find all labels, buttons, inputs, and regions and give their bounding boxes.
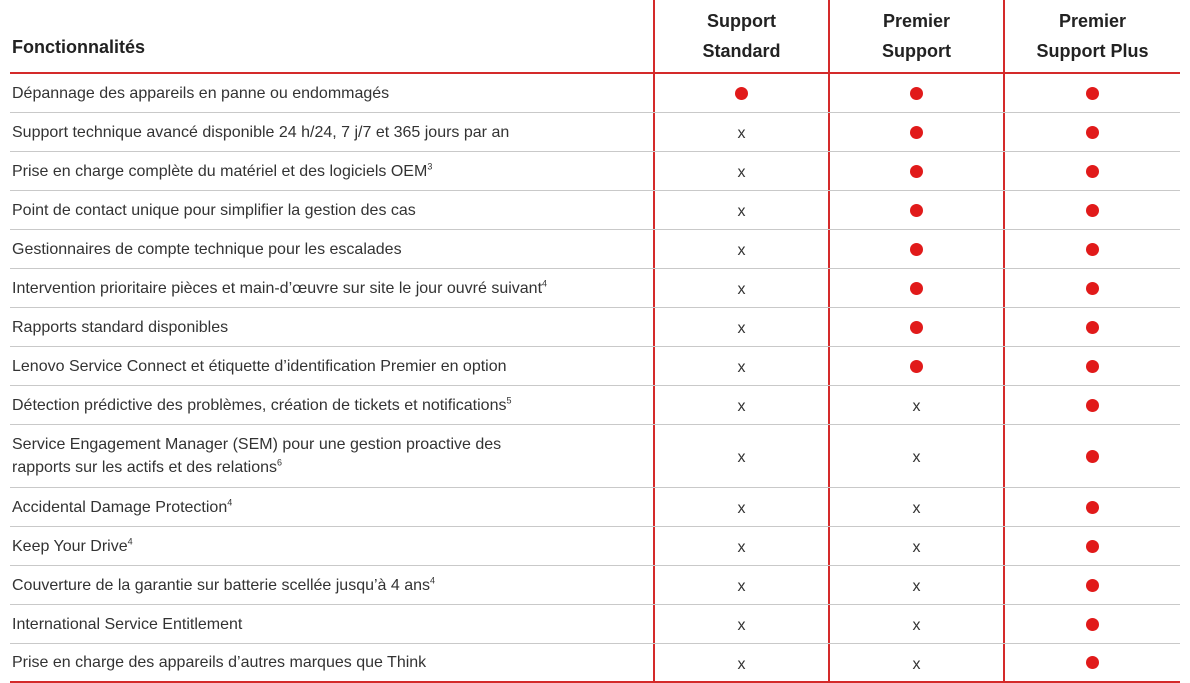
not-included-cross-icon: x bbox=[737, 359, 746, 376]
footnote-marker: 4 bbox=[542, 278, 548, 289]
plan-cell-standard bbox=[653, 113, 828, 151]
table-body bbox=[10, 74, 1180, 683]
not-included-cross-icon: x bbox=[737, 539, 746, 556]
included-dot-icon bbox=[1086, 540, 1099, 553]
plan-cell-standard bbox=[653, 308, 828, 346]
included-dot-icon bbox=[1086, 321, 1099, 334]
table-row bbox=[10, 74, 1180, 113]
not-included-cross-icon: x bbox=[737, 655, 746, 673]
feature-label: Couverture de la garantie sur batterie scellée jusqu’à 4 ans bbox=[12, 576, 431, 594]
plan-cell-plus bbox=[1003, 566, 1180, 604]
not-included-cross-icon: x bbox=[737, 203, 746, 220]
feature-cell bbox=[10, 308, 653, 346]
plan-cell-premier bbox=[828, 152, 1003, 190]
plan-cell-plus bbox=[1003, 386, 1180, 424]
plan-cell-plus bbox=[1003, 230, 1180, 268]
not-included-cross-icon: x bbox=[737, 398, 746, 415]
included-dot-icon bbox=[1086, 243, 1099, 256]
not-included-cross-icon: x bbox=[737, 281, 746, 298]
feature-cell bbox=[10, 527, 653, 565]
plan-title-line2: Support bbox=[882, 41, 951, 61]
included-dot-icon bbox=[1086, 360, 1099, 373]
included-dot-icon bbox=[910, 243, 923, 256]
plan-cell-premier bbox=[828, 113, 1003, 151]
included-dot-icon bbox=[1086, 165, 1099, 178]
feature-cell bbox=[10, 152, 653, 190]
included-dot-icon bbox=[910, 282, 923, 295]
plan-title-line1: Premier bbox=[1058, 11, 1127, 31]
included-dot-icon bbox=[1086, 656, 1099, 669]
not-included-cross-icon: x bbox=[912, 449, 921, 466]
included-dot-icon bbox=[1086, 282, 1099, 295]
table-row bbox=[10, 113, 1180, 152]
features-header-label: Fonctionnalités bbox=[12, 37, 146, 57]
plan-cell-standard bbox=[653, 152, 828, 190]
table-row bbox=[10, 230, 1180, 269]
feature-label: Point de contact unique pour simplifier la gestion des cas bbox=[12, 201, 416, 219]
included-dot-icon bbox=[910, 321, 923, 334]
feature-cell bbox=[10, 191, 653, 229]
feature-label: Dépannage des appareils en panne ou endommagés bbox=[12, 84, 390, 102]
included-dot-icon bbox=[910, 165, 923, 178]
plan-cell-plus bbox=[1003, 347, 1180, 385]
feature-label: Prise en charge complète du matériel et des logiciels OEM bbox=[12, 162, 428, 180]
plan-title-line1: Premier bbox=[882, 11, 951, 31]
not-included-cross-icon: x bbox=[737, 164, 746, 181]
feature-cell bbox=[10, 386, 653, 424]
plan-header-premier bbox=[828, 0, 1003, 72]
not-included-cross-icon: x bbox=[737, 500, 746, 517]
plan-cell-plus bbox=[1003, 269, 1180, 307]
included-dot-icon bbox=[910, 204, 923, 217]
plan-cell-standard bbox=[653, 488, 828, 526]
plan-cell-plus bbox=[1003, 425, 1180, 487]
table-header bbox=[10, 0, 1180, 74]
table-row bbox=[10, 488, 1180, 527]
table-row bbox=[10, 527, 1180, 566]
plan-cell-premier bbox=[828, 425, 1003, 487]
plan-cell-plus bbox=[1003, 644, 1180, 681]
included-dot-icon bbox=[910, 87, 923, 100]
feature-label: Rapports standard disponibles bbox=[12, 318, 229, 336]
table-row bbox=[10, 269, 1180, 308]
plan-cell-standard bbox=[653, 74, 828, 112]
table-row bbox=[10, 425, 1180, 488]
feature-cell bbox=[10, 488, 653, 526]
feature-cell bbox=[10, 269, 653, 307]
feature-label: Détection prédictive des problèmes, création de tickets et notifications bbox=[12, 396, 507, 414]
included-dot-icon bbox=[1086, 87, 1099, 100]
plan-cell-plus bbox=[1003, 308, 1180, 346]
feature-label: Accidental Damage Protection bbox=[12, 498, 228, 516]
not-included-cross-icon: x bbox=[737, 320, 746, 337]
table-row bbox=[10, 191, 1180, 230]
plan-cell-plus bbox=[1003, 527, 1180, 565]
not-included-cross-icon: x bbox=[912, 398, 921, 415]
table-row bbox=[10, 566, 1180, 605]
plan-cell-premier bbox=[828, 269, 1003, 307]
feature-cell bbox=[10, 425, 653, 487]
plan-cell-premier bbox=[828, 605, 1003, 643]
plan-cell-standard bbox=[653, 230, 828, 268]
plan-cell-standard bbox=[653, 425, 828, 487]
plan-cell-premier bbox=[828, 527, 1003, 565]
not-included-cross-icon: x bbox=[737, 578, 746, 595]
not-included-cross-icon: x bbox=[912, 617, 921, 634]
plan-header-premier-plus bbox=[1003, 0, 1180, 72]
not-included-cross-icon: x bbox=[912, 539, 921, 556]
not-included-cross-icon: x bbox=[912, 578, 921, 595]
plan-cell-plus bbox=[1003, 605, 1180, 643]
feature-label-line1: Service Engagement Manager (SEM) pour une gestion proactive des bbox=[12, 436, 502, 453]
feature-cell bbox=[10, 566, 653, 604]
feature-label: Keep Your Drive bbox=[12, 537, 128, 555]
plan-cell-premier bbox=[828, 386, 1003, 424]
table-row bbox=[10, 386, 1180, 425]
included-dot-icon bbox=[1086, 501, 1099, 514]
plan-cell-plus bbox=[1003, 191, 1180, 229]
plan-cell-standard bbox=[653, 386, 828, 424]
feature-cell bbox=[10, 347, 653, 385]
plan-cell-premier bbox=[828, 230, 1003, 268]
feature-cell bbox=[10, 605, 653, 643]
plan-cell-standard bbox=[653, 347, 828, 385]
feature-label: Lenovo Service Connect et étiquette d’identification Premier en option bbox=[12, 357, 507, 375]
not-included-cross-icon: x bbox=[912, 500, 921, 517]
plan-cell-standard bbox=[653, 269, 828, 307]
plan-header-standard bbox=[653, 0, 828, 72]
included-dot-icon bbox=[735, 87, 748, 100]
plan-cell-premier bbox=[828, 644, 1003, 681]
plan-title-line2: Support Plus bbox=[1036, 41, 1149, 61]
footnote-marker: 5 bbox=[506, 395, 512, 406]
feature-cell bbox=[10, 230, 653, 268]
feature-cell bbox=[10, 74, 653, 112]
plan-cell-standard bbox=[653, 527, 828, 565]
plan-cell-standard bbox=[653, 566, 828, 604]
feature-cell bbox=[10, 644, 653, 681]
not-included-cross-icon: x bbox=[737, 617, 746, 634]
table-row bbox=[10, 644, 1180, 683]
not-included-cross-icon: x bbox=[737, 449, 746, 466]
table-row bbox=[10, 152, 1180, 191]
plan-cell-standard bbox=[653, 191, 828, 229]
table-row bbox=[10, 605, 1180, 644]
feature-label: International Service Entitlement bbox=[12, 615, 243, 633]
included-dot-icon bbox=[910, 360, 923, 373]
plan-cell-plus bbox=[1003, 152, 1180, 190]
plan-cell-premier bbox=[828, 191, 1003, 229]
plan-cell-plus bbox=[1003, 488, 1180, 526]
table-row bbox=[10, 308, 1180, 347]
feature-label: Intervention prioritaire pièces et main-d’œuvre sur site le jour ouvré suivant bbox=[12, 279, 543, 297]
footnote-marker: 4 bbox=[227, 497, 233, 508]
not-included-cross-icon: x bbox=[737, 242, 746, 259]
not-included-cross-icon: x bbox=[912, 655, 921, 673]
footnote-marker: 3 bbox=[427, 161, 433, 172]
not-included-cross-icon: x bbox=[737, 125, 746, 142]
feature-label: Gestionnaires de compte technique pour les escalades bbox=[12, 240, 402, 258]
plan-cell-plus bbox=[1003, 113, 1180, 151]
included-dot-icon bbox=[1086, 204, 1099, 217]
included-dot-icon bbox=[1086, 579, 1099, 592]
plan-cell-premier bbox=[828, 566, 1003, 604]
features-column-header bbox=[10, 0, 653, 72]
plan-cell-premier bbox=[828, 488, 1003, 526]
included-dot-icon bbox=[1086, 126, 1099, 139]
comparison-table bbox=[10, 0, 1180, 683]
included-dot-icon bbox=[1086, 618, 1099, 631]
plan-cell-standard bbox=[653, 605, 828, 643]
table-row bbox=[10, 347, 1180, 386]
footnote-marker: 4 bbox=[430, 575, 436, 586]
plan-title-line2: Standard bbox=[702, 41, 781, 61]
feature-label: Support technique avancé disponible 24 h/24, 7 j/7 et 365 jours par an bbox=[12, 123, 510, 141]
included-dot-icon bbox=[1086, 399, 1099, 412]
plan-cell-premier bbox=[828, 74, 1003, 112]
included-dot-icon bbox=[1086, 450, 1099, 463]
footnote-marker: 6 bbox=[277, 457, 283, 468]
feature-label: Prise en charge des appareils d’autres marques que Think bbox=[12, 654, 427, 671]
feature-label: rapports sur les actifs et des relations bbox=[12, 459, 278, 476]
feature-cell bbox=[10, 113, 653, 151]
footnote-marker: 4 bbox=[127, 536, 133, 547]
plan-cell-premier bbox=[828, 347, 1003, 385]
included-dot-icon bbox=[910, 126, 923, 139]
plan-cell-premier bbox=[828, 308, 1003, 346]
plan-cell-standard bbox=[653, 644, 828, 681]
plan-title-line1: Support bbox=[706, 11, 776, 31]
plan-cell-plus bbox=[1003, 74, 1180, 112]
